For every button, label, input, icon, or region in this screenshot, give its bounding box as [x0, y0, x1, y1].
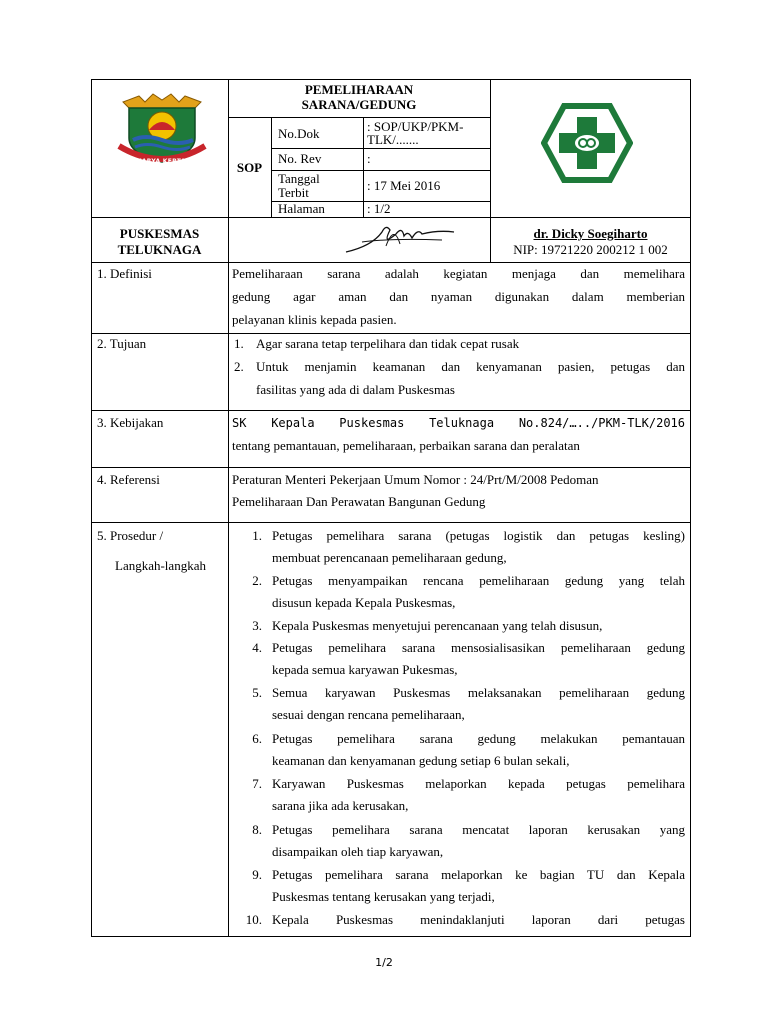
- step-number: 4.: [252, 640, 262, 655]
- step-text: Petugas pemelihara sarana mensosialisasikan pemeliharaan gedung: [272, 640, 685, 655]
- halaman-label: Halaman: [278, 201, 325, 216]
- tanggal-terbit-label-line1: Tanggal: [278, 171, 320, 186]
- step-text: Petugas pemelihara sarana mencatat laporan kerusakan yang: [272, 822, 685, 837]
- step-text: Petugas menyampaikan rencana pemeliharaan gedung yang telah: [272, 573, 685, 588]
- step-text: disusun kepada Kepala Puskesmas,: [272, 595, 456, 610]
- signature-image: [342, 220, 462, 260]
- section-label-kebijakan: 3. Kebijakan: [97, 415, 164, 430]
- grid-line: [271, 117, 272, 217]
- step-text: Petugas pemelihara sarana melaporkan ke bagian TU dan Kepala: [272, 867, 685, 882]
- definisi-line: gedung agar aman dan nyaman digunakan dalam memberian: [232, 289, 685, 304]
- org-name-line1: PUSKESMAS: [119, 226, 200, 241]
- step-number: 7.: [252, 776, 262, 791]
- no-rev-label: No. Rev: [278, 151, 322, 166]
- kebijakan-line: tentang pemantauan, pemeliharaan, perbaikan sarana dan peralatan: [232, 438, 580, 453]
- step-text: Kepala Puskesmas menyetujui perencanaan yang telah disusun,: [272, 618, 603, 633]
- section-label-prosedur: 5. Prosedur /: [97, 528, 164, 543]
- step-number: 6.: [252, 731, 262, 746]
- sop-label: SOP: [236, 160, 263, 175]
- document-title-line2: SARANA/GEDUNG: [301, 97, 417, 112]
- tujuan-item: fasilitas yang ada di dalam Puskesmas: [256, 382, 455, 397]
- kebijakan-line: SK Kepala Puskesmas Teluknaga No.824/…../PKM-TLK/2016: [232, 416, 685, 430]
- step-number: 1.: [252, 528, 262, 543]
- tujuan-item: Agar sarana tetap terpelihara dan tidak cepat rusak: [256, 336, 520, 351]
- grid-line: [228, 79, 229, 937]
- page-number: 1/2: [375, 956, 393, 969]
- no-dok-value-line2: TLK/.......: [367, 132, 419, 147]
- definisi-line: Pemeliharaan sarana adalah kegiatan menjaga dan memelihara: [232, 266, 685, 281]
- grid-line: [91, 410, 691, 411]
- signer-nip: NIP: 19721220 200212 1 002: [513, 242, 668, 257]
- step-text: sarana jika ada kerusakan,: [272, 798, 409, 813]
- grid-line: [91, 467, 691, 468]
- no-dok-label: No.Dok: [278, 126, 320, 141]
- step-number: 2.: [252, 573, 262, 588]
- step-number: 3.: [252, 618, 262, 633]
- tanggal-terbit-value: : 17 Mei 2016: [367, 178, 441, 193]
- halaman-value: : 1/2: [367, 201, 391, 216]
- grid-line: [91, 522, 691, 523]
- step-text: Semua karyawan Puskesmas melaksanakan pemeliharaan gedung: [272, 685, 685, 700]
- section-label-definisi: 1. Definisi: [97, 266, 152, 281]
- org-name-line2: TELUKNAGA: [117, 242, 202, 257]
- step-text: sesuai dengan rencana pemeliharaan,: [272, 707, 465, 722]
- section-label-prosedur-sub: Langkah-langkah: [115, 558, 206, 573]
- emblem-motto: SATYA KARYA KERTARAHARJA: [112, 158, 219, 165]
- grid-line: [228, 117, 490, 118]
- grid-line: [91, 333, 691, 334]
- definisi-line: pelayanan klinis kepada pasien.: [232, 312, 397, 327]
- step-number: 9.: [252, 867, 262, 882]
- step-text: Kepala Puskesmas menindaklanjuti laporan dari petugas: [272, 912, 685, 927]
- referensi-line: Pemeliharaan Dan Perawatan Bangunan Gedung: [232, 494, 486, 509]
- step-text: kepada semua karyawan Pukesmas,: [272, 662, 458, 677]
- step-number: 5.: [252, 685, 262, 700]
- tujuan-num: 1.: [234, 336, 244, 351]
- step-text: membuat perencanaan pemeliharaan gedung,: [272, 550, 507, 565]
- section-label-tujuan: 2. Tujuan: [97, 336, 147, 351]
- no-rev-value: :: [367, 151, 371, 166]
- document-title-line1: PEMELIHARAAN: [304, 82, 414, 97]
- step-text: keamanan dan kenyamanan gedung setiap 6 bulan sekali,: [272, 753, 570, 768]
- step-text: Petugas pemelihara sarana gedung melakukan pemantauan: [272, 731, 685, 746]
- tujuan-item: Untuk menjamin keamanan dan kenyamanan pasien, petugas dan: [256, 359, 685, 374]
- puskesmas-logo: [541, 103, 633, 183]
- section-label-referensi: 4. Referensi: [97, 472, 160, 487]
- step-text: Petugas pemelihara sarana (petugas logistik dan petugas kesling): [272, 528, 685, 543]
- step-text: disampaikan oleh tiap karyawan,: [272, 844, 444, 859]
- signer-name: dr. Dicky Soegiharto: [533, 226, 648, 241]
- step-text: Puskesmas tentang kerusakan yang terjadi,: [272, 889, 495, 904]
- step-text: Karyawan Puskesmas melaporkan kepada petugas pemelihara: [272, 776, 685, 791]
- tanggal-terbit-label-line2: Terbit: [278, 185, 309, 200]
- grid-line: [91, 262, 691, 263]
- referensi-line: Peraturan Menteri Pekerjaan Umum Nomor : 24/Prt/M/2008 Pedoman: [232, 472, 599, 487]
- tujuan-num: 2.: [234, 359, 244, 374]
- no-dok-value-line1: : SOP/UKP/PKM-: [367, 119, 464, 134]
- grid-line: [363, 117, 364, 217]
- grid-line: [91, 217, 691, 218]
- grid-line: [271, 148, 490, 149]
- step-number: 10.: [245, 912, 262, 927]
- step-number: 8.: [252, 822, 262, 837]
